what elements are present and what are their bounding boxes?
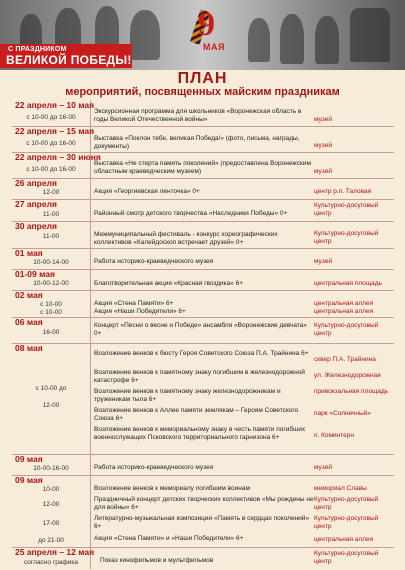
plan-title: ПЛАН <box>177 70 228 87</box>
table-row <box>12 178 394 200</box>
row-time: до 21-00 <box>38 537 64 544</box>
table-row <box>12 454 394 476</box>
greeting-banner <box>0 44 132 68</box>
row-date: 01-09 мая <box>15 269 55 279</box>
date-cell <box>12 475 91 547</box>
row-event: Благотворительная акция «Красная гвоздика» 6+ <box>94 280 244 287</box>
row-date: 22 апреля – 15 мая <box>15 126 95 136</box>
row-event: Возложение венков к бюсту Героя Советского Союза П.А. Трайнина 6+ <box>94 350 309 357</box>
table-row <box>12 269 394 291</box>
row-event: Концерт «Песни о весне и Победе» ансамбля «Воронежские девчата» 0+ <box>94 322 308 337</box>
row-place: центральная аллея <box>314 300 374 307</box>
row-event: Акция «Наши Победители» 6+ <box>94 308 186 315</box>
table-row <box>12 199 394 222</box>
row-event: Работа историко-краеведческого музея <box>94 464 214 471</box>
row-date: 30 апреля <box>15 221 57 231</box>
row-time: 11-00 <box>42 233 60 240</box>
row-place: центральная аллея <box>314 536 374 543</box>
date-cell <box>12 454 91 475</box>
row-time: согласно графика <box>23 559 78 566</box>
date-cell <box>12 248 91 269</box>
table-row <box>12 221 394 249</box>
date-cell <box>12 290 91 317</box>
row-event: Акция «Стена Памяти» 6+ <box>94 300 174 307</box>
row-date: 25 апреля – 12 мая <box>15 547 95 557</box>
table-row <box>12 152 394 179</box>
row-time: с 10-00 <box>40 309 62 316</box>
row-event: Выставка «Поклон тебе, великая Победа!» (фото, письма, награды, документы) <box>94 135 300 150</box>
row-time: 10-00-14-00 <box>33 259 69 266</box>
greeting-pre: С ПРАЗДНИКОМ <box>8 46 67 53</box>
row-place: привокзальная площадь <box>314 388 389 395</box>
row-place: Культурно-досуговый центр <box>314 550 379 565</box>
row-time: 12-00 <box>42 501 60 508</box>
greeting-main: ВЕЛИКОЙ ПОБЕДЫ! <box>6 53 132 67</box>
row-event: Возложение венков к памятному знаку железнодорожникам и труженикам тыла 6+ <box>94 388 281 403</box>
row-event: Возложение венков к памятному знаку погибшим в железнодорожной катастрофе 6+ <box>94 369 305 384</box>
row-place: центр р.п. Таловая <box>314 188 372 195</box>
row-event: Возложение венков к мемориальному знаку в честь памяти погибших военнослужащих Псковского территориального гарнизона 6+ <box>94 426 306 441</box>
soldier-silhouette <box>280 14 304 64</box>
row-time: 11-00 <box>42 211 60 218</box>
header-banner-image <box>0 0 405 70</box>
row-place: Культурно-досуговый центр <box>314 322 379 337</box>
table-row <box>12 248 394 270</box>
row-date: 26 апреля <box>15 178 57 188</box>
row-date: 06 мая <box>15 317 43 327</box>
row-place: центральная площадь <box>314 280 382 287</box>
row-event: Возложение венков к мемориалу погибшим воинам <box>94 485 250 492</box>
table-row <box>12 475 394 548</box>
date-cell <box>12 178 91 199</box>
row-date: 08 мая <box>15 343 43 353</box>
row-time: 10-00-12-00 <box>33 280 69 287</box>
row-event: Акция «Георгиевская ленточка» 0+ <box>94 188 200 195</box>
date-cell <box>12 152 101 178</box>
date-cell <box>12 100 95 126</box>
table-row <box>12 126 394 153</box>
row-place: п. Коминтерн <box>314 432 354 439</box>
table-row <box>12 290 394 318</box>
row-place: мемориал Славы <box>314 485 367 492</box>
row-time: 16-00 <box>42 329 60 336</box>
row-place: ул. Железнодорожная <box>314 372 381 379</box>
row-date: 22 апреля – 10 мая <box>15 100 95 110</box>
date-cell <box>12 547 95 569</box>
row-time: с 10-00 до 16-00 <box>26 140 76 147</box>
date-cell <box>12 221 91 248</box>
row-date: 02 мая <box>15 290 43 300</box>
row-event: Возложение венков к Аллее памяти землякам – Героям Советского Союза 6+ <box>94 407 299 422</box>
table-row <box>12 343 394 455</box>
row-date: 09 мая <box>15 475 43 485</box>
emblem-number: 9 <box>198 6 215 43</box>
row-time: 12-00 <box>42 189 60 196</box>
row-place: Культурно-досуговый центр <box>314 496 379 511</box>
row-time: с 10-00 <box>40 301 62 308</box>
row-event: Работа историко-краеведческого музея <box>94 258 214 265</box>
row-place: Культурно-досуговый центр <box>314 515 379 530</box>
row-time: 10-00 <box>42 486 60 493</box>
row-event: Экскурсионная программа для школьников «Воронежская область в годы Великой Отечественной войны» <box>94 108 302 123</box>
table-row <box>12 100 394 127</box>
row-time: 12-00 <box>42 402 60 409</box>
date-cell <box>12 317 91 343</box>
row-event: Литературно-музыкальная композиция «Память в сердцах поколений» 6+ <box>94 515 310 530</box>
row-time: с 10-00 до <box>35 385 67 392</box>
row-date: 27 апреля <box>15 199 57 209</box>
row-place: Культурно-досуговый центр <box>314 230 379 245</box>
row-time: с 10-00 до 16-00 <box>26 166 76 173</box>
emblem-word: МАЯ <box>203 42 225 52</box>
row-event: Районный смотр детского творчества «Наследники Победы» 0+ <box>94 210 288 217</box>
row-date: 22 апреля – 30 июня <box>15 152 101 162</box>
artillery-silhouette <box>350 8 390 62</box>
row-event: Показ кинофильмов и мультфильмов <box>100 557 214 564</box>
date-cell <box>12 199 91 221</box>
soldier-silhouette <box>315 16 339 64</box>
date-cell <box>12 126 95 152</box>
soldier-silhouette <box>248 18 270 62</box>
row-event: Праздничный концерт детских творческих коллективов «Мы рождены не для войны» 6+ <box>94 496 314 511</box>
row-event: Выставка «Не стерта память поколений» (предоставлена Воронежским областным краеведческим музеем) <box>94 160 311 175</box>
row-place: музей <box>314 258 332 265</box>
row-place: сквер П.А. Трайнина <box>314 356 376 363</box>
row-place: парк «Солнечный» <box>314 410 371 417</box>
row-place: музей <box>314 142 332 149</box>
row-place: музей <box>314 168 332 175</box>
row-place: Культурно-досуговый центр <box>314 202 379 217</box>
row-date: 09 мая <box>15 454 43 464</box>
table-row <box>12 317 394 344</box>
row-place: музей <box>314 464 332 471</box>
plan-subtitle: мероприятий, посвященных майским праздникам <box>65 86 340 98</box>
table-row <box>12 547 394 569</box>
row-time: с 10-00 до 16-00 <box>26 114 76 121</box>
row-place: центральная аллея <box>314 308 374 315</box>
date-cell <box>12 343 91 454</box>
date-cell <box>12 269 91 290</box>
row-time: 17-00 <box>42 520 60 527</box>
soldier-silhouette <box>130 10 160 60</box>
row-date: 01 мая <box>15 248 43 258</box>
row-time: 10-00-16-00 <box>33 465 69 472</box>
row-place: музей <box>314 116 332 123</box>
row-event: Акция «Стена Памяти» и «Наши Победители» 6+ <box>94 535 244 542</box>
row-event: Межмуниципальный фестиваль - конкурс хореографических коллективов «Калейдоскоп встречает друзей» 0+ <box>94 231 278 246</box>
